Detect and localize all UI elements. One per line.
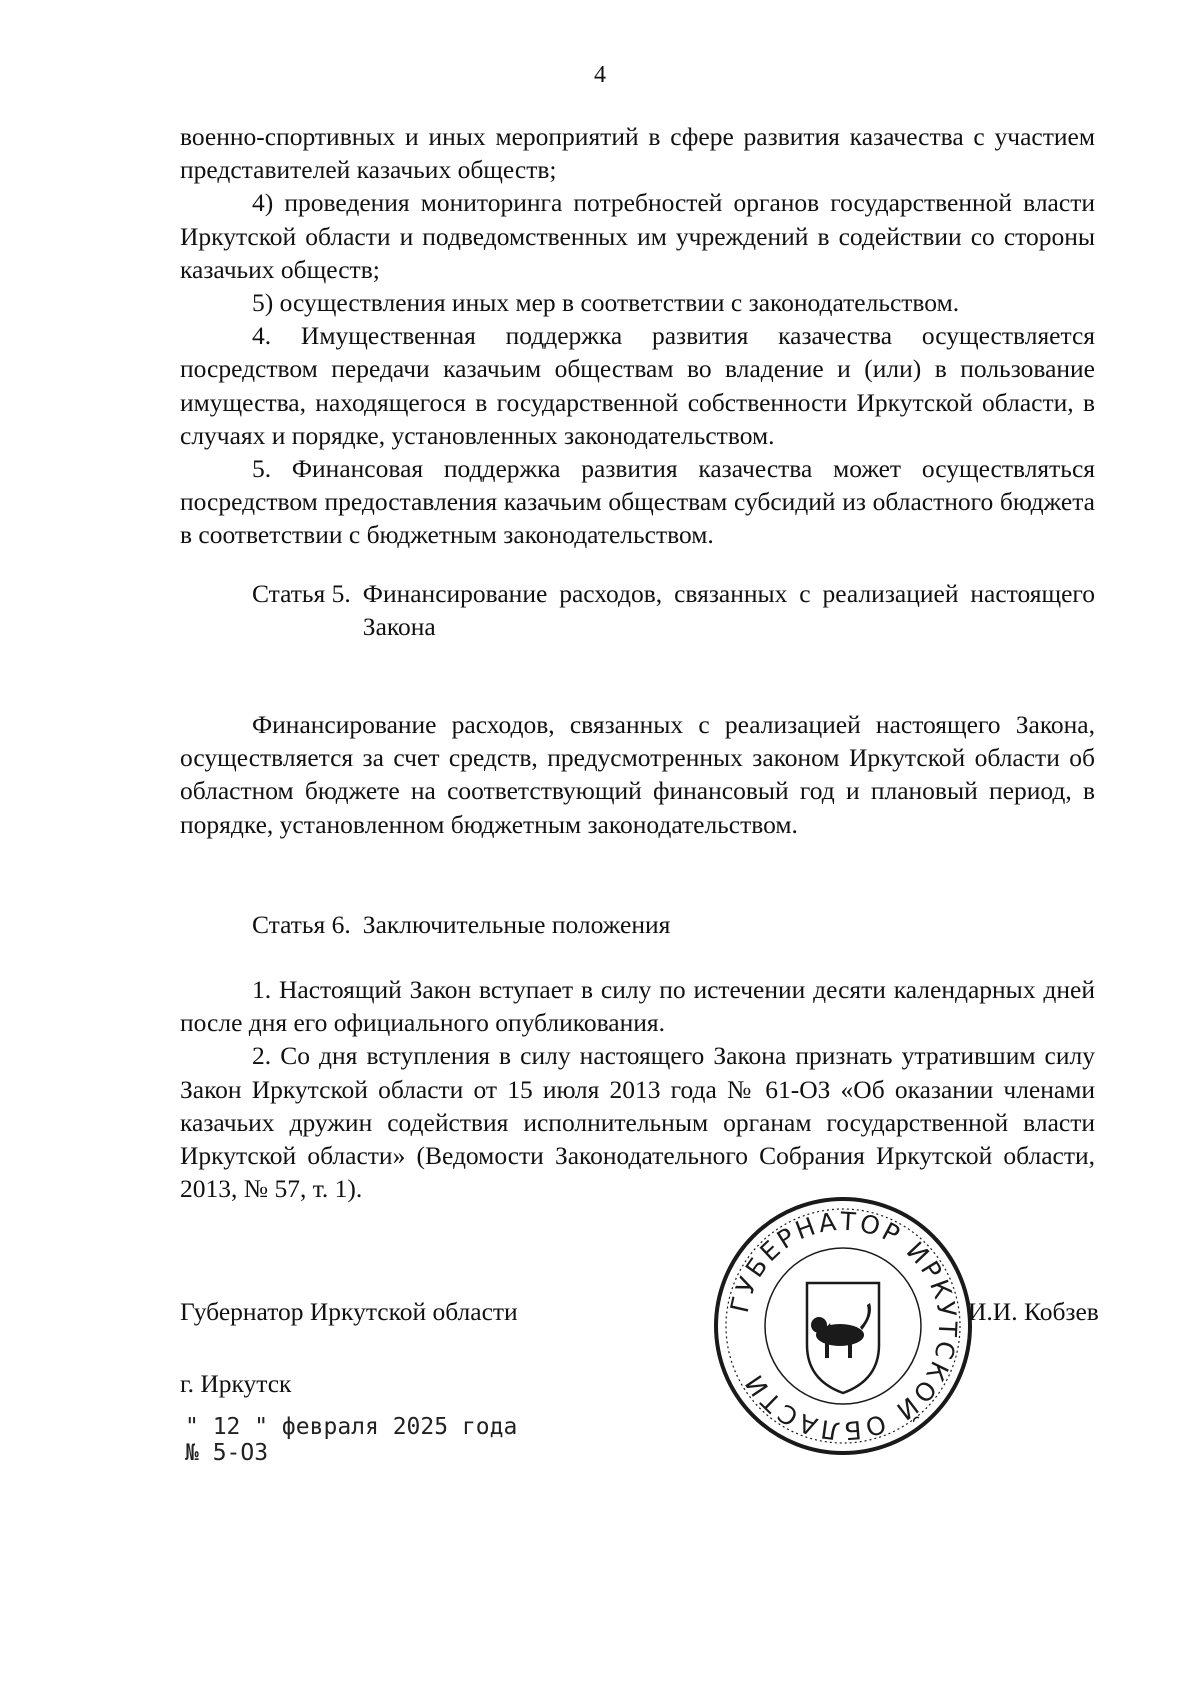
article-6-label: Статья 6. [252, 910, 351, 939]
body-text-top [180, 120, 1095, 552]
paragraph-item-4-monitoring: 4) проведения мониторинга потребностей органов государственной власти Иркутской области и подведомственных им учреждений в содействии со стороны казачьих обществ; [180, 188, 1095, 284]
article-6-paragraph-1: 1. Настоящий Закон вступает в силу по истечении десяти календарных дней после дня его официального опубликования. [180, 975, 1095, 1038]
governor-name: И.И. Кобзев [968, 1297, 1099, 1326]
law-number: № 5-ОЗ [185, 1440, 269, 1466]
article-5-paragraph: Финансирование расходов, связанных с реализацией настоящего Закона, осуществляется за счет средств, предусмотренных законом Иркутской области об областном бюджете на соответствующий финансовый год и плановый период, в порядке, установленном бюджетным законодательством. [180, 710, 1095, 839]
article-6-body [180, 973, 1095, 1205]
article-6-title: Заключительные положения [362, 910, 671, 939]
governor-seal [712, 1195, 974, 1457]
paragraph-continuation: военно-спортивных и иных мероприятий в сфере развития казачества с участием представителей казачьих обществ; [180, 122, 1095, 185]
date-line: " 12 " февраля 2025 года [185, 1414, 518, 1440]
article-5-heading [252, 577, 1095, 643]
page-number: 4 [594, 62, 606, 88]
paragraph-4-property-support: 4. Имущественная поддержка развития казачества осуществляется посредством передачи казачьим обществам во владение и (или) в пользование имущества, находящегося в государственной собственности Иркутской области, в случаях и порядке, установленных законодательством. [180, 321, 1095, 450]
article-6-paragraph-2: 2. Со дня вступления в силу настоящего Закона признать утратившим силу Закон Иркутской области от 15 июля 2013 года № 61-ОЗ «Об оказании членами казачьих дружин содействия исполнительным органам государственной власти Иркутской области» (Ведомости Законодательного Собрания Иркутской области, 2013, № 57, т. 1). [180, 1041, 1095, 1204]
paragraph-5-financial-support: 5. Финансовая поддержка развития казачества может осуществляться посредством предоставления казачьим обществам субсидий из областного бюджета в соответствии с бюджетным законодательством. [180, 454, 1095, 550]
paragraph-item-5-other-measures: 5) осуществления иных мер в соответствии с законодательством. [252, 288, 960, 318]
article-5-title: Финансирование расходов, связанных с реализацией настоящего Закона [362, 579, 1095, 642]
article-6-heading [252, 908, 1095, 941]
article-5-label: Статья 5. [252, 579, 351, 608]
date-stamp [185, 1414, 517, 1466]
article-5-body [180, 708, 1095, 841]
governor-title: Губернатор Иркутской области [180, 1297, 518, 1326]
city-label: г. Иркутск [180, 1369, 292, 1398]
seal-text: ГУБЕРНАТОР ИРКУТСКОЙ ОБЛАСТИ [724, 1206, 963, 1446]
coat-of-arms-beast-icon [811, 1303, 871, 1358]
